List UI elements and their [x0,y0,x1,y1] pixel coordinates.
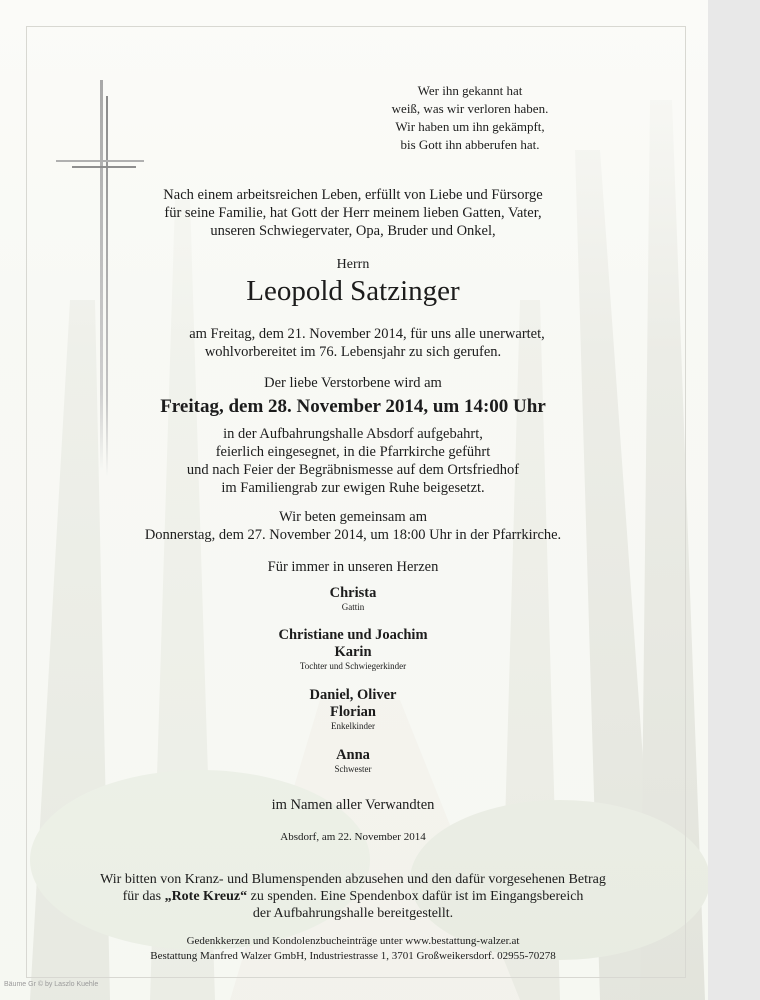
mourner-name: Anna [336,747,370,763]
cross-bar [56,160,144,162]
mourner-relation: Schwester [334,764,372,774]
donation-pre: für das [122,889,165,904]
mourner-relation: Gattin [341,602,365,612]
mourner-name: Christiane und Joachim [278,627,428,643]
funeral-detail: und nach Feier der Begräbnismesse auf dem Ortsfriedhof [186,462,520,478]
photo-credit: Bäume Gr © by Laszlo Kuehle [4,981,99,988]
footer-line: Bestattung Manfred Walzer GmbH, Industriestrasse 1, 3701 Großweikersdorf. 02955-70278 [150,950,556,962]
verse-line: Wir haben um ihn gekämpft, [395,119,545,134]
verse-line: weiß, was wir verloren haben. [391,101,549,116]
place-date: Absdorf, am 22. November 2014 [280,831,426,843]
intro-line: unseren Schwiegervater, Opa, Bruder und Onkel, [210,223,496,239]
funeral-detail: feierlich eingesegnet, in die Pfarrkirche geführt [215,444,491,460]
funeral-date: Freitag, dem 28. November 2014, um 14:00 Uhr [160,396,546,417]
deceased-name: Leopold Satzinger [246,275,460,307]
funeral-lead: Der liebe Verstorbene wird am [264,375,442,391]
mourner-name: Karin [334,644,372,660]
verse-line: bis Gott ihn abberufen hat. [400,137,540,152]
verse-line: Wer ihn gekannt hat [417,83,523,98]
donation-line: der Aufbahrungshalle bereitgestellt. [252,906,454,921]
side-margin [708,0,760,1000]
prayer-line: Wir beten gemeinsam am [279,509,427,525]
funeral-detail: im Familiengrab zur ewigen Ruhe beigesetzt. [221,480,485,496]
relatives-line: im Namen aller Verwandten [271,797,435,813]
donation-red-cross: „Rote Kreuz“ [164,889,248,904]
cross-bar-shadow [72,166,136,168]
prayer-line: Donnerstag, dem 27. November 2014, um 18:00 Uhr in der Pfarrkirche. [144,527,562,543]
forever-line: Für immer in unseren Herzen [267,559,439,575]
verse [370,82,570,154]
donation-line [0,888,708,906]
footer-line: Gedenkkerzen und Kondolenzbucheinträge unter www.bestattung-walzer.at [186,935,520,947]
intro-line: Nach einem arbeitsreichen Leben, erfüllt von Liebe und Fürsorge [163,187,543,203]
mourner-name: Christa [329,585,377,601]
mourner-name: Florian [330,704,376,720]
mourner-relation: Enkelkinder [331,721,375,731]
intro-line: für seine Familie, hat Gott der Herr meinem lieben Gatten, Vater, [164,205,542,221]
mourner-name: Daniel, Oliver [309,687,397,703]
death-line: wohlvorbereitet im 76. Lebensjahr zu sich gerufen. [204,344,502,360]
funeral-detail: in der Aufbahrungshalle Absdorf aufgebahrt, [223,426,483,442]
mourner-relation: Tochter und Schwiegerkinder [299,661,407,671]
donation-post: zu spenden. Eine Spendenbox dafür ist im Eingangsbereich [247,889,584,904]
salutation: Herrn [336,257,370,272]
death-line: am Freitag, dem 21. November 2014, für uns alle unerwartet, [189,326,545,342]
donation-line: Wir bitten von Kranz- und Blumenspenden abzusehen und den dafür vorgesehenen Betrag [100,872,606,887]
